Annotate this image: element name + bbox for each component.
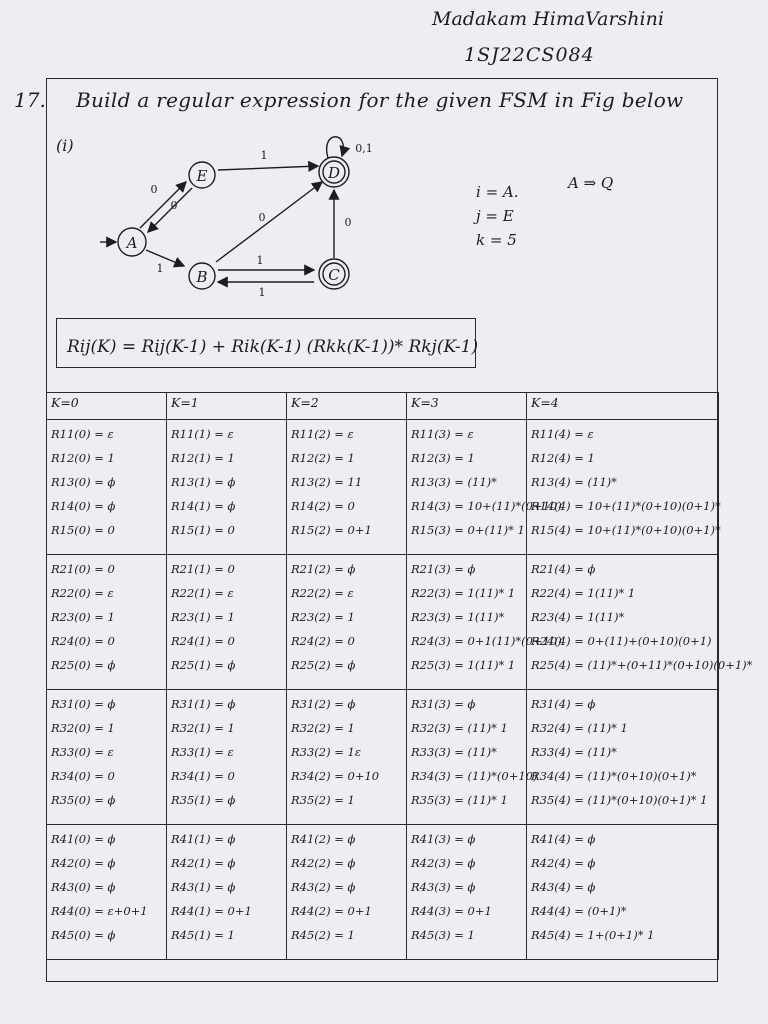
r-entry: R11(0) = ε	[51, 427, 114, 441]
r-entry: R43(1) = ϕ	[171, 880, 236, 894]
r-entry: R14(0) = ϕ	[51, 499, 116, 513]
r-entry: R11(3) = ε	[411, 427, 474, 441]
r-entry: R43(4) = ϕ	[531, 880, 596, 894]
r-entry: R12(4) = 1	[531, 451, 595, 465]
fsm-diagram	[60, 125, 400, 305]
table-cell	[527, 555, 753, 690]
r-entry: R22(1) = ε	[171, 586, 234, 600]
r-entry: R42(1) = ϕ	[171, 856, 236, 870]
label-e-a: 0	[170, 199, 178, 212]
r-entry: R32(2) = 1	[291, 721, 355, 735]
r-entry: R31(1) = ϕ	[171, 697, 236, 711]
r-entry: R31(3) = ϕ	[411, 697, 476, 711]
r-entry: R25(3) = 1(11)* 1	[411, 658, 516, 672]
state-a-label: A	[126, 234, 138, 252]
r-entry: R12(3) = 1	[411, 451, 475, 465]
r-entry: R45(3) = 1	[411, 928, 475, 942]
table-row	[47, 690, 719, 825]
r-entry: R32(4) = (11)* 1	[531, 721, 628, 735]
edge-a-b	[146, 250, 184, 266]
r-entry: R35(1) = ϕ	[171, 793, 236, 807]
r-entry: R22(3) = 1(11)* 1	[411, 586, 516, 600]
table-cell	[407, 825, 527, 960]
table-cell	[407, 690, 538, 825]
r-entry: R21(2) = ϕ	[291, 562, 356, 576]
table-cell	[287, 690, 407, 825]
r-entry: R23(1) = 1	[171, 610, 235, 624]
author-name: Madakam HimaVarshini	[432, 8, 664, 30]
header-k2: K=2	[287, 393, 407, 420]
r-entry: R23(3) = 1(11)*	[411, 610, 505, 624]
params-block	[476, 180, 519, 252]
r-entry: R33(4) = (11)*	[531, 745, 617, 759]
r-entry: R33(2) = 1ε	[291, 745, 362, 759]
question-part: (i)	[56, 136, 74, 155]
r-entry: R14(1) = ϕ	[171, 499, 236, 513]
r-entry: R43(0) = ϕ	[51, 880, 116, 894]
r-entry: R12(2) = 1	[291, 451, 355, 465]
table-row	[47, 555, 719, 690]
r-entry: R42(4) = ϕ	[531, 856, 596, 870]
r-entry: R35(0) = ϕ	[51, 793, 116, 807]
r-entry: R12(1) = 1	[171, 451, 235, 465]
formula-box	[56, 318, 479, 368]
r-entry: R45(2) = 1	[291, 928, 355, 942]
r-entry: R33(3) = (11)*	[411, 745, 497, 759]
r-entry: R34(2) = 0+10	[291, 769, 380, 783]
r-entry: R41(4) = ϕ	[531, 832, 596, 846]
label-a-b: 1	[156, 262, 164, 275]
edge-e-d	[218, 166, 318, 170]
label-a-e: 0	[150, 183, 158, 196]
r-entry: R34(0) = 0	[51, 769, 115, 783]
r-entry: R21(3) = ϕ	[411, 562, 476, 576]
r-entry: R41(1) = ϕ	[171, 832, 236, 846]
edge-d-loop	[327, 137, 344, 158]
r-entry: R25(1) = ϕ	[171, 658, 236, 672]
r-entry: R34(4) = (11)*(0+10)(0+1)*	[531, 769, 697, 783]
r-entry: R32(0) = 1	[51, 721, 115, 735]
r-entry: R45(0) = ϕ	[51, 928, 116, 942]
r-entry: R34(1) = 0	[171, 769, 235, 783]
r-entry: R24(4) = 0+(11)+(0+10)(0+1)	[531, 634, 712, 648]
r-entry: R24(3) = 0+1(11)*(0+10)	[411, 634, 562, 648]
formula: Rij(K) = Rij(K-1) + Rik(K-1) (Rkk(K-1))* Rkj(K-1)	[67, 337, 479, 357]
label-b-c: 1	[256, 254, 264, 267]
r-entry: R11(2) = ε	[291, 427, 354, 441]
r-entry: R41(3) = ϕ	[411, 832, 476, 846]
r-entry: R15(4) = 10+(11)*(0+10)(0+1)*	[531, 523, 721, 537]
question-number: 17.	[14, 88, 46, 112]
table-cell	[527, 825, 719, 960]
r-entry: R21(1) = 0	[171, 562, 235, 576]
r-entry: R33(0) = ε	[51, 745, 114, 759]
r-entry: R13(4) = (11)*	[531, 475, 617, 489]
r-entry: R13(1) = ϕ	[171, 475, 236, 489]
r-entry: R22(4) = 1(11)* 1	[531, 586, 636, 600]
r-entry: R44(3) = 0+1	[411, 904, 492, 918]
table-cell	[47, 420, 167, 555]
table-cell	[527, 420, 719, 555]
r-entry: R14(2) = 0	[291, 499, 355, 513]
r-entry: R15(2) = 0+1	[291, 523, 372, 537]
table-cell	[167, 690, 287, 825]
r-entry: R21(0) = 0	[51, 562, 115, 576]
label-c-d: 0	[344, 216, 352, 229]
r-entry: R45(4) = 1+(0+1)* 1	[531, 928, 655, 942]
r-entry: R42(0) = ϕ	[51, 856, 116, 870]
r-entry: R44(1) = 0+1	[171, 904, 252, 918]
table-cell	[527, 690, 719, 825]
r-entry: R35(4) = (11)*(0+10)(0+1)* 1	[531, 793, 708, 807]
header-k0: K=0	[47, 393, 167, 420]
r-entry: R11(1) = ε	[171, 427, 234, 441]
param-note: A ⇒ Q	[568, 174, 614, 192]
r-entry: R41(2) = ϕ	[291, 832, 356, 846]
table-cell	[287, 420, 407, 555]
r-entry: R43(3) = ϕ	[411, 880, 476, 894]
r-entry: R34(3) = (11)*(0+10)	[411, 769, 538, 783]
r-entry: R15(1) = 0	[171, 523, 235, 537]
r-entry: R22(0) = ε	[51, 586, 114, 600]
param-k: k = 5	[476, 231, 517, 249]
label-b-d: 0	[258, 211, 266, 224]
r-entry: R31(0) = ϕ	[51, 697, 116, 711]
r-entry: R22(2) = ε	[291, 586, 354, 600]
r-entry: R25(2) = ϕ	[291, 658, 356, 672]
r-entry: R24(0) = 0	[51, 634, 115, 648]
table-row	[47, 825, 719, 960]
state-e-label: E	[196, 167, 208, 185]
label-e-d: 1	[260, 149, 268, 162]
edge-a-e	[140, 182, 186, 228]
param-i: i = A.	[476, 183, 519, 201]
r-entry: R23(4) = 1(11)*	[531, 610, 625, 624]
r-entry: R44(0) = ε+0+1	[51, 904, 148, 918]
r-entry: R41(0) = ϕ	[51, 832, 116, 846]
state-b-label: B	[196, 268, 208, 286]
r-entry: R21(4) = ϕ	[531, 562, 596, 576]
table-cell	[47, 825, 167, 960]
r-entry: R32(3) = (11)* 1	[411, 721, 508, 735]
r-entry: R35(3) = (11)* 1	[411, 793, 508, 807]
r-entry: R11(4) = ε	[531, 427, 594, 441]
table-cell	[407, 555, 562, 690]
r-entry: R45(1) = 1	[171, 928, 235, 942]
state-d-label: D	[327, 164, 341, 182]
r-entry: R31(4) = ϕ	[531, 697, 596, 711]
r-table	[46, 392, 753, 960]
r-entry: R13(3) = (11)*	[411, 475, 497, 489]
r-entry: R13(0) = ϕ	[51, 475, 116, 489]
r-entry: R31(2) = ϕ	[291, 697, 356, 711]
table-row	[47, 420, 719, 555]
header-k3: K=3	[407, 393, 527, 420]
r-entry: R42(2) = ϕ	[291, 856, 356, 870]
r-entry: R32(1) = 1	[171, 721, 235, 735]
r-entry: R23(0) = 1	[51, 610, 115, 624]
question-title: Build a regular expression for the given FSM in Fig below	[76, 88, 684, 112]
r-entry: R23(2) = 1	[291, 610, 355, 624]
r-entry: R12(0) = 1	[51, 451, 115, 465]
table-cell	[47, 555, 167, 690]
r-entry: R25(4) = (11)*+(0+11)*(0+10)(0+1)*	[531, 658, 753, 672]
r-entry: R42(3) = ϕ	[411, 856, 476, 870]
r-entry: R13(2) = 11	[291, 475, 363, 489]
table-cell	[287, 825, 407, 960]
table-cell	[47, 690, 167, 825]
r-entry: R25(0) = ϕ	[51, 658, 116, 672]
table-cell	[167, 420, 287, 555]
r-entry: R15(3) = 0+(11)* 1	[411, 523, 525, 537]
r-entry: R15(0) = 0	[51, 523, 115, 537]
edge-b-d	[216, 182, 322, 262]
table-cell	[407, 420, 562, 555]
table-cell	[167, 825, 287, 960]
header-k4: K=4	[527, 393, 719, 420]
label-d-loop: 0,1	[355, 142, 373, 155]
r-entry: R35(2) = 1	[291, 793, 355, 807]
r-entry: R14(4) = 10+(11)*(0+10)(0+1)*	[531, 499, 721, 513]
param-j: j = E	[476, 207, 514, 225]
table-header-row	[47, 393, 719, 420]
r-entry: R44(2) = 0+1	[291, 904, 372, 918]
author-roll-number: 1SJ22CS084	[464, 44, 595, 66]
table-cell	[167, 555, 287, 690]
r-entry: R33(1) = ε	[171, 745, 234, 759]
label-c-b: 1	[258, 286, 266, 299]
r-entry: R14(3) = 10+(11)*(0+10)	[411, 499, 562, 513]
r-entry: R44(4) = (0+1)*	[531, 904, 627, 918]
r-entry: R24(1) = 0	[171, 634, 235, 648]
state-c-label: C	[328, 266, 340, 284]
table-cell	[287, 555, 407, 690]
r-entry: R24(2) = 0	[291, 634, 355, 648]
r-entry: R43(2) = ϕ	[291, 880, 356, 894]
header-k1: K=1	[167, 393, 287, 420]
